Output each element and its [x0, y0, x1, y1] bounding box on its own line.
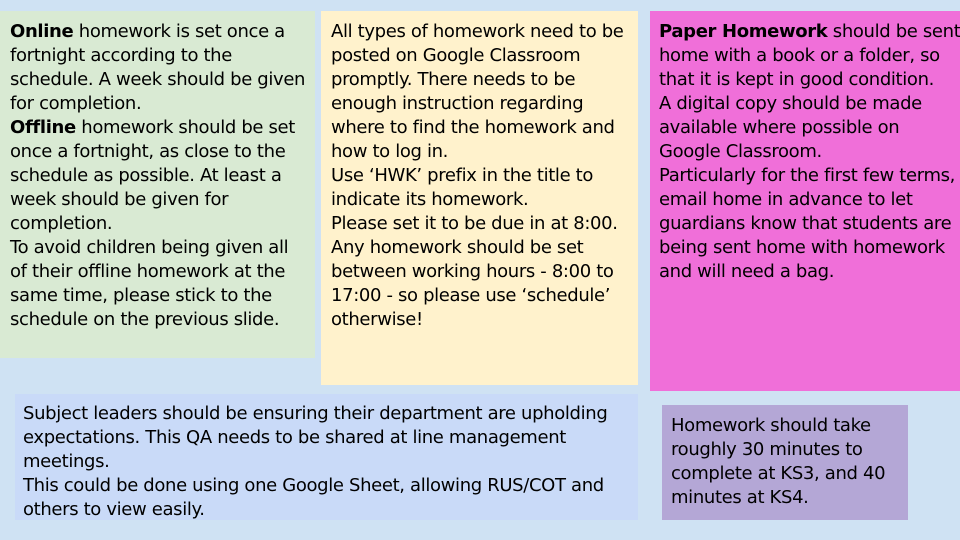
- hwk-prefix-paragraph: Use ‘HWK’ prefix in the title to indicate its homework.: [331, 165, 594, 210]
- offline-label: Offline: [10, 117, 76, 138]
- posting-instructions-paragraph: All types of homework need to be posted on Google Classroom promptly. There needs to be enough instruction regarding where to find the homework and how to log in.: [331, 21, 624, 162]
- google-sheet-paragraph: This could be done using one Google Sheet, allowing RUS/COT and others to view easily.: [23, 475, 604, 520]
- paper-homework-paragraph: [659, 20, 960, 92]
- paper-homework-box: [650, 11, 960, 391]
- paper-homework-text: should be sent home with a book or a folder, so that it is kept in good condition.: [659, 21, 960, 90]
- online-homework-text: homework is set once a fortnight according to the schedule. A week should be given for completion.: [10, 21, 306, 114]
- paper-homework-label: Paper Homework: [659, 21, 828, 42]
- online-homework-paragraph: [10, 20, 309, 116]
- online-offline-homework-box: [0, 11, 315, 358]
- subject-leader-qa-box: [15, 394, 638, 520]
- schedule-advice-paragraph: To avoid children being given all of their offline homework at the same time, please stick to the schedule on the previous slide.: [10, 237, 289, 330]
- online-label: Online: [10, 21, 74, 42]
- offline-homework-text: homework should be set once a fortnight, as close to the schedule as possible. At least a week should be given for completion.: [10, 117, 295, 234]
- email-home-paragraph: Particularly for the first few terms, email home in advance to let guardians know that students are being sent home with homework and will need a bag.: [659, 165, 956, 282]
- homework-duration-box: [662, 405, 908, 520]
- digital-copy-paragraph: A digital copy should be made available where possible on Google Classroom.: [659, 93, 922, 162]
- google-classroom-posting-box: [321, 11, 638, 385]
- homework-duration-text: Homework should take roughly 30 minutes to complete at KS3, and 40 minutes at KS4.: [671, 415, 886, 508]
- offline-homework-paragraph: [10, 116, 309, 236]
- qa-expectations-paragraph: Subject leaders should be ensuring their department are upholding expectations. This QA needs to be shared at line management meetings.: [23, 403, 608, 472]
- due-time-paragraph: Please set it to be due in at 8:00.: [331, 213, 618, 234]
- working-hours-paragraph: Any homework should be set between working hours - 8:00 to 17:00 - so please use ‘schedule’ otherwise!: [331, 237, 614, 330]
